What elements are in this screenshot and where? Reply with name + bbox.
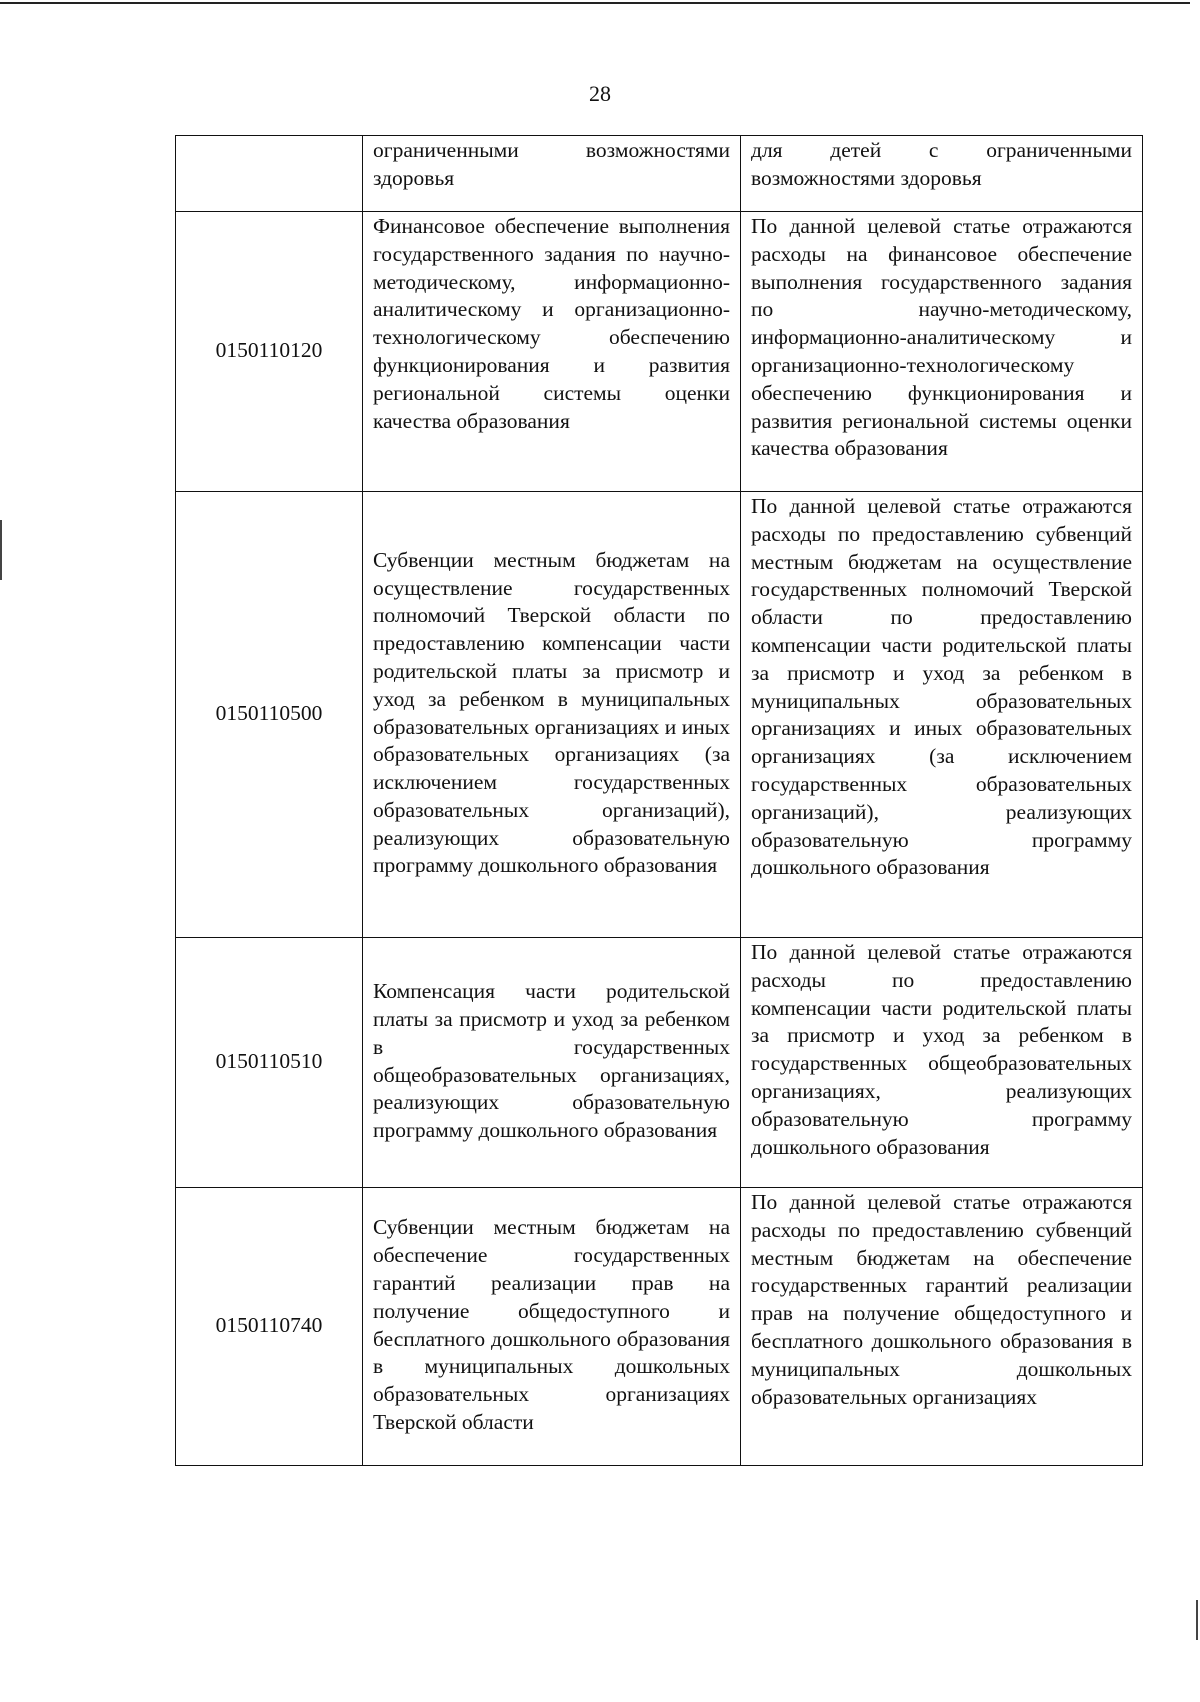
table-row	[176, 136, 1143, 212]
row-description-text: для детей с ограниченными возможностями здоровья	[751, 138, 1132, 190]
row-name	[363, 136, 741, 212]
row-description	[741, 1188, 1143, 1466]
row-description-text: По данной целевой статье отражаются расходы по предоставлению субвенций местным бюджетам на осуществление государственных полномочий Тверской области по предоставлению компенсации части родительской платы за присмотр и уход за ребенком в муниципальных образовательных организациях и иных образовательных организациях (за исключением государственных образовательных организаций), реализующих образовательную программу дошкольного образования	[751, 494, 1132, 880]
row-code: 0150110510	[176, 938, 363, 1188]
row-name-text: Финансовое обеспечение выполнения государственного задания по научно-методическому, информационно-аналитическому и организационно-технологическому обеспечению функционирования и развития региональной системы оценки качества образования	[373, 214, 730, 433]
row-code: 0150110740	[176, 1188, 363, 1466]
row-description	[741, 492, 1143, 938]
scan-edge-line	[0, 2, 1190, 4]
row-name	[363, 1188, 741, 1466]
page-number: 28	[589, 81, 611, 106]
row-description-text: По данной целевой статье отражаются расходы по предоставлению компенсации части родительской платы за присмотр и уход за ребенком в государственных общеобразовательных организациях, реализующих образовательную программу дошкольного образования	[751, 940, 1132, 1159]
row-description	[741, 136, 1143, 212]
scan-artifact	[1196, 1600, 1198, 1640]
row-name	[363, 212, 741, 492]
row-name	[363, 938, 741, 1188]
row-code	[176, 136, 363, 212]
row-code: 0150110500	[176, 492, 363, 938]
row-name	[363, 492, 741, 938]
row-name-text: Компенсация части родительской платы за присмотр и уход за ребенком в государственных общеобразовательных организациях, реализующих образовательную программу дошкольного образования	[373, 979, 730, 1143]
row-description-text: По данной целевой статье отражаются расходы по предоставлению субвенций местным бюджетам на обеспечение государственных гарантий реализации прав на получение общедоступного и бесплатного дошкольного образования в муниципальных дошкольных образовательных организациях	[751, 1190, 1132, 1409]
row-code: 0150110120	[176, 212, 363, 492]
table-row	[176, 492, 1143, 938]
row-name-text: ограниченными возможностями здоровья	[373, 138, 730, 190]
row-description	[741, 212, 1143, 492]
row-description-text: По данной целевой статье отражаются расходы на финансовое обеспечение выполнения государственного задания по научно-методическому, информационно-аналитическому и организационно-технологическому обеспечению функционирования и развития региональной системы оценки качества образования	[751, 214, 1132, 461]
table-row	[176, 1188, 1143, 1466]
table-row	[176, 212, 1143, 492]
row-name-text: Субвенции местным бюджетам на обеспечение государственных гарантий реализации прав на получение общедоступного и бесплатного дошкольного образования в муниципальных дошкольных образовательных организациях Тверской области	[373, 1215, 730, 1434]
scan-artifact	[0, 520, 2, 580]
target-articles-table	[175, 135, 1143, 1466]
table-row	[176, 938, 1143, 1188]
row-name-text: Субвенции местным бюджетам на осуществление государственных полномочий Тверской области по предоставлению компенсации части родительской платы за присмотр и уход за ребенком в муниципальных образовательных организациях и иных образовательных организациях (за исключением государственных образовательных организаций), реализующих образовательную программу дошкольного образования	[373, 547, 730, 878]
row-description	[741, 938, 1143, 1188]
